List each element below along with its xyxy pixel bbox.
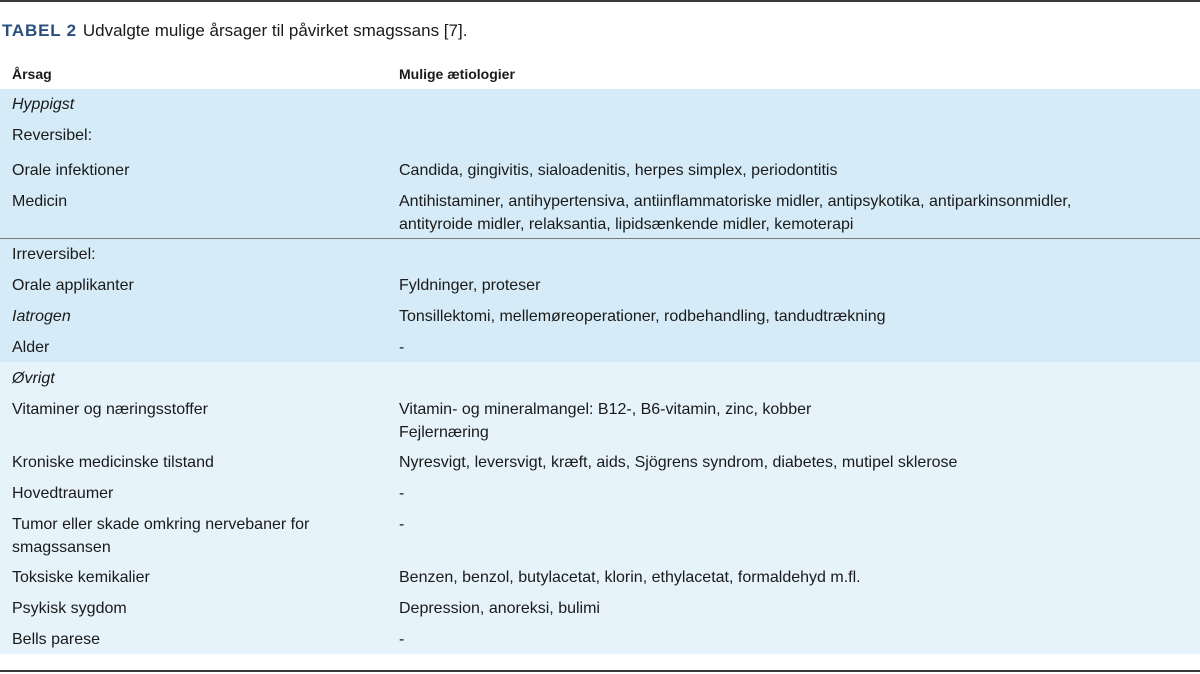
top-rule (0, 0, 1200, 2)
section-frequent-reversible (0, 89, 1200, 238)
header-etiology: Mulige ætiologier (399, 66, 515, 82)
category-heading: Øvrigt (12, 370, 55, 387)
cause-cell: Iatrogen (12, 308, 71, 325)
subcategory-label: Reversibel: (12, 127, 93, 144)
table-caption (2, 20, 467, 42)
subcategory-label: Irreversibel: (12, 246, 96, 263)
etiology-cell (399, 190, 1189, 236)
etiology-cell (399, 398, 1189, 444)
cause-cell: Hovedtraumer (12, 485, 114, 502)
table-header (0, 58, 1200, 89)
cause-cell: Medicin (12, 193, 68, 210)
etiology-line: Fejlernæring (399, 424, 489, 441)
etiology-cell: Nyresvigt, leversvigt, kræft, aids, Sjögrens syndrom, diabetes, mutipel sklerose (399, 454, 958, 471)
cause-cell: Alder (12, 339, 50, 356)
cause-cell: Kroniske medicinske tilstand (12, 454, 214, 471)
table-label: TABEL 2 (2, 21, 77, 40)
section-irreversible (0, 238, 1200, 362)
etiology-cell: Depression, anoreksi, bulimi (399, 600, 600, 617)
table-title: Udvalgte mulige årsager til påvirket smagssans [7]. (82, 21, 468, 40)
category-heading: Hyppigst (12, 96, 75, 113)
etiology-line: Antihistaminer, antihypertensiva, antiinflammatoriske midler, antipsykotika, antiparkinsonmidler, (399, 193, 1072, 210)
causes-table (0, 58, 1200, 654)
cause-cell: Psykisk sygdom (12, 600, 127, 617)
cause-cell: Orale applikanter (12, 277, 134, 294)
cause-cell: Vitaminer og næringsstoffer (12, 401, 208, 418)
etiology-cell: - (399, 516, 405, 533)
etiology-cell: - (399, 339, 405, 356)
etiology-cell: - (399, 631, 405, 648)
cause-cell: Toksiske kemikalier (12, 569, 150, 586)
cause-cell: Bells parese (12, 631, 101, 648)
cause-cell: Orale infektioner (12, 162, 130, 179)
etiology-cell: Fyldninger, proteser (399, 277, 541, 294)
etiology-line: antityroide midler, relaksantia, lipidsænkende midler, kemoterapi (399, 216, 854, 233)
cause-line: Tumor eller skade omkring nervebaner for (12, 516, 310, 533)
cause-line: smagssansen (12, 539, 111, 556)
section-other (0, 362, 1200, 654)
etiology-line: Vitamin- og mineralmangel: B12-, B6-vitamin, zinc, kobber (399, 401, 812, 418)
etiology-cell: Benzen, benzol, butylacetat, klorin, ethylacetat, formaldehyd m.fl. (399, 569, 861, 586)
bottom-rule (0, 670, 1200, 672)
cause-cell (12, 513, 372, 559)
header-cause: Årsag (12, 66, 52, 82)
etiology-cell: - (399, 485, 405, 502)
etiology-cell: Candida, gingivitis, sialoadenitis, herpes simplex, periodontitis (399, 162, 838, 179)
etiology-cell: Tonsillektomi, mellemøreoperationer, rodbehandling, tandudtrækning (399, 308, 886, 325)
